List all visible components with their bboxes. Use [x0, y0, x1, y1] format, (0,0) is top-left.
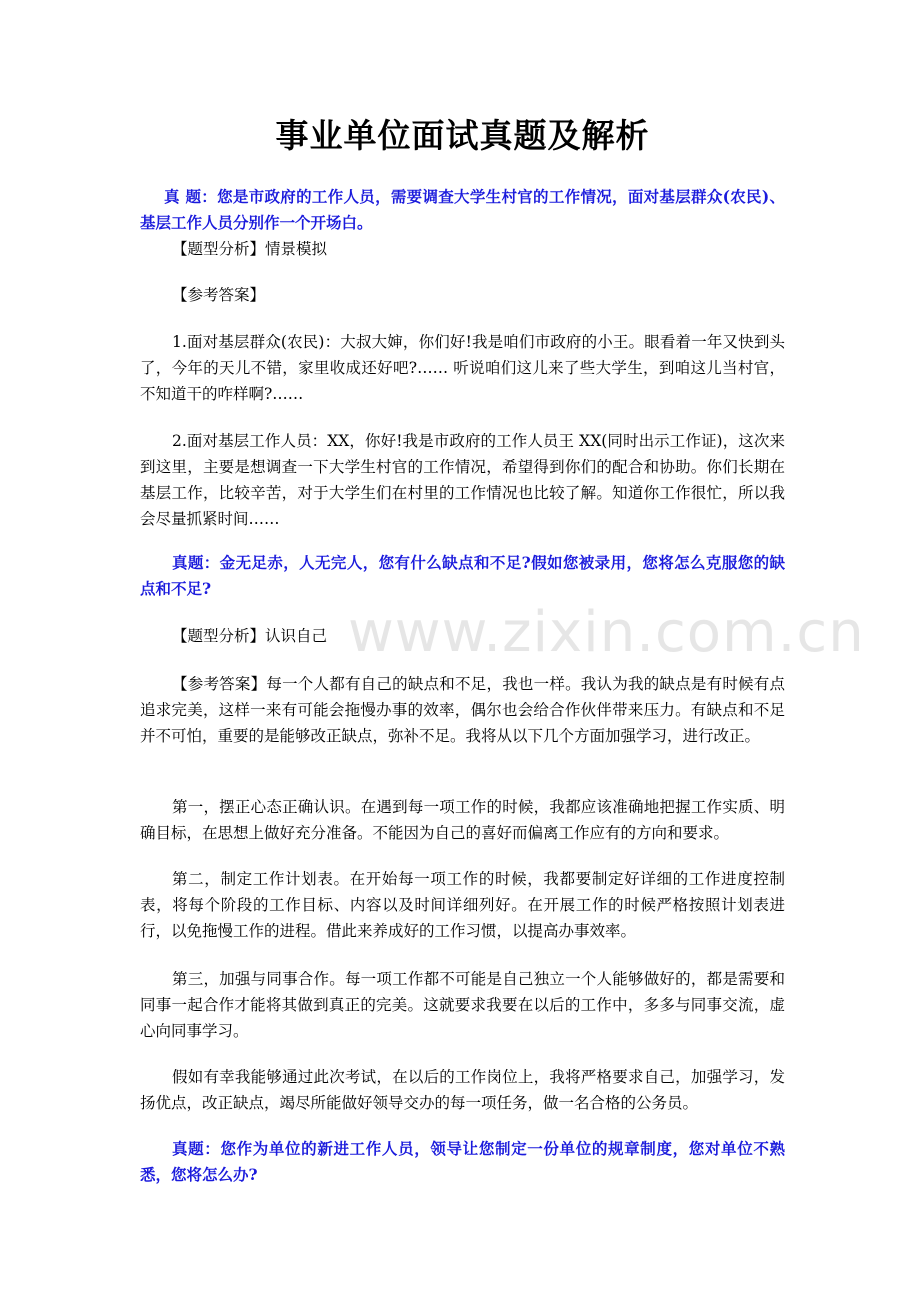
question-1-answer-label: 【参考答案】 — [172, 286, 266, 304]
question-2-point-1: 第一，摆正心态正确认识。在遇到每一项工作的时候，我都应该准确地把握工作实质、明确目标，在思想上做好充分准备。不能因为自己的喜好而偏离工作应有的方向和要求。 — [140, 798, 785, 842]
question-3: 真题：您作为单位的新进工作人员，领导让您制定一份单位的规章制度，您对单位不熟悉，您将怎么办? — [140, 1139, 785, 1184]
question-2-point-3: 第三，加强与同事合作。每一项工作都不可能是自己独立一个人能够做好的，都是需要和同事一起合作才能将其做到真正的完美。这就要求我要在以后的工作中，多多与同事交流，虚心向同事学习。 — [140, 970, 785, 1040]
question-1-answer-2: 2.面对基层工作人员：XX，你好!我是市政府的工作人员王 XX(同时出示工作证)，这次来到这里，主要是想调查一下大学生村官的工作情况，希望得到你们的配合和协助。你们长期在基层工作，比较辛苦，对于大学生们在村里的工作情况也比较了解。知道你工作很忙，所以我会尽量抓紧时间…… — [140, 432, 785, 528]
question-2-point-2: 第二，制定工作计划表。在开始每一项工作的时候，我都要制定好详细的工作进度控制表，将每个阶段的工作目标、内容以及时间详细列好。在开展工作的时候严格按照计划表进行，以免拖慢工作的进程。借此来养成好的工作习惯，以提高办事效率。 — [140, 870, 785, 940]
question-2: 真题：金无足赤，人无完人，您有什么缺点和不足?假如您被录用，您将怎么克服您的缺点和不足? — [140, 553, 785, 598]
page-title: 事业单位面试真题及解析 — [275, 116, 650, 155]
question-1-analysis: 【题型分析】情景模拟 — [172, 240, 328, 258]
watermark: www.zixin.com.cn — [348, 600, 865, 665]
question-2-analysis: 【题型分析】认识自己 — [172, 627, 328, 645]
question-1: 真 题：您是市政府的工作人员，需要调查大学生村官的工作情况，面对基层群众(农民)、基层工作人员分别作一个开场白。 — [140, 187, 785, 232]
question-2-conclusion: 假如有幸我能够通过此次考试，在以后的工作岗位上，我将严格要求自己，加强学习，发扬优点，改正缺点，竭尽所能做好领导交办的每一项任务，做一名合格的公务员。 — [140, 1068, 785, 1112]
question-1-answer-1: 1.面对基层群众(农民)：大叔大婶，你们好!我是咱们市政府的小王。眼看着一年又快到头了，今年的天儿不错，家里收成还好吧?…… 听说咱们这儿来了些大学生，到咱这儿当村官，不知道干的咋样啊?…… — [140, 333, 785, 403]
question-2-answer: 【参考答案】每一个人都有自己的缺点和不足，我也一样。我认为我的缺点是有时候有点追求完美，这样一来有可能会拖慢办事的效率，偶尔也会给合作伙伴带来压力。有缺点和不足并不可怕，重要的是能够改正缺点，弥补不足。我将从以下几个方面加强学习，进行改正。 — [140, 675, 785, 745]
